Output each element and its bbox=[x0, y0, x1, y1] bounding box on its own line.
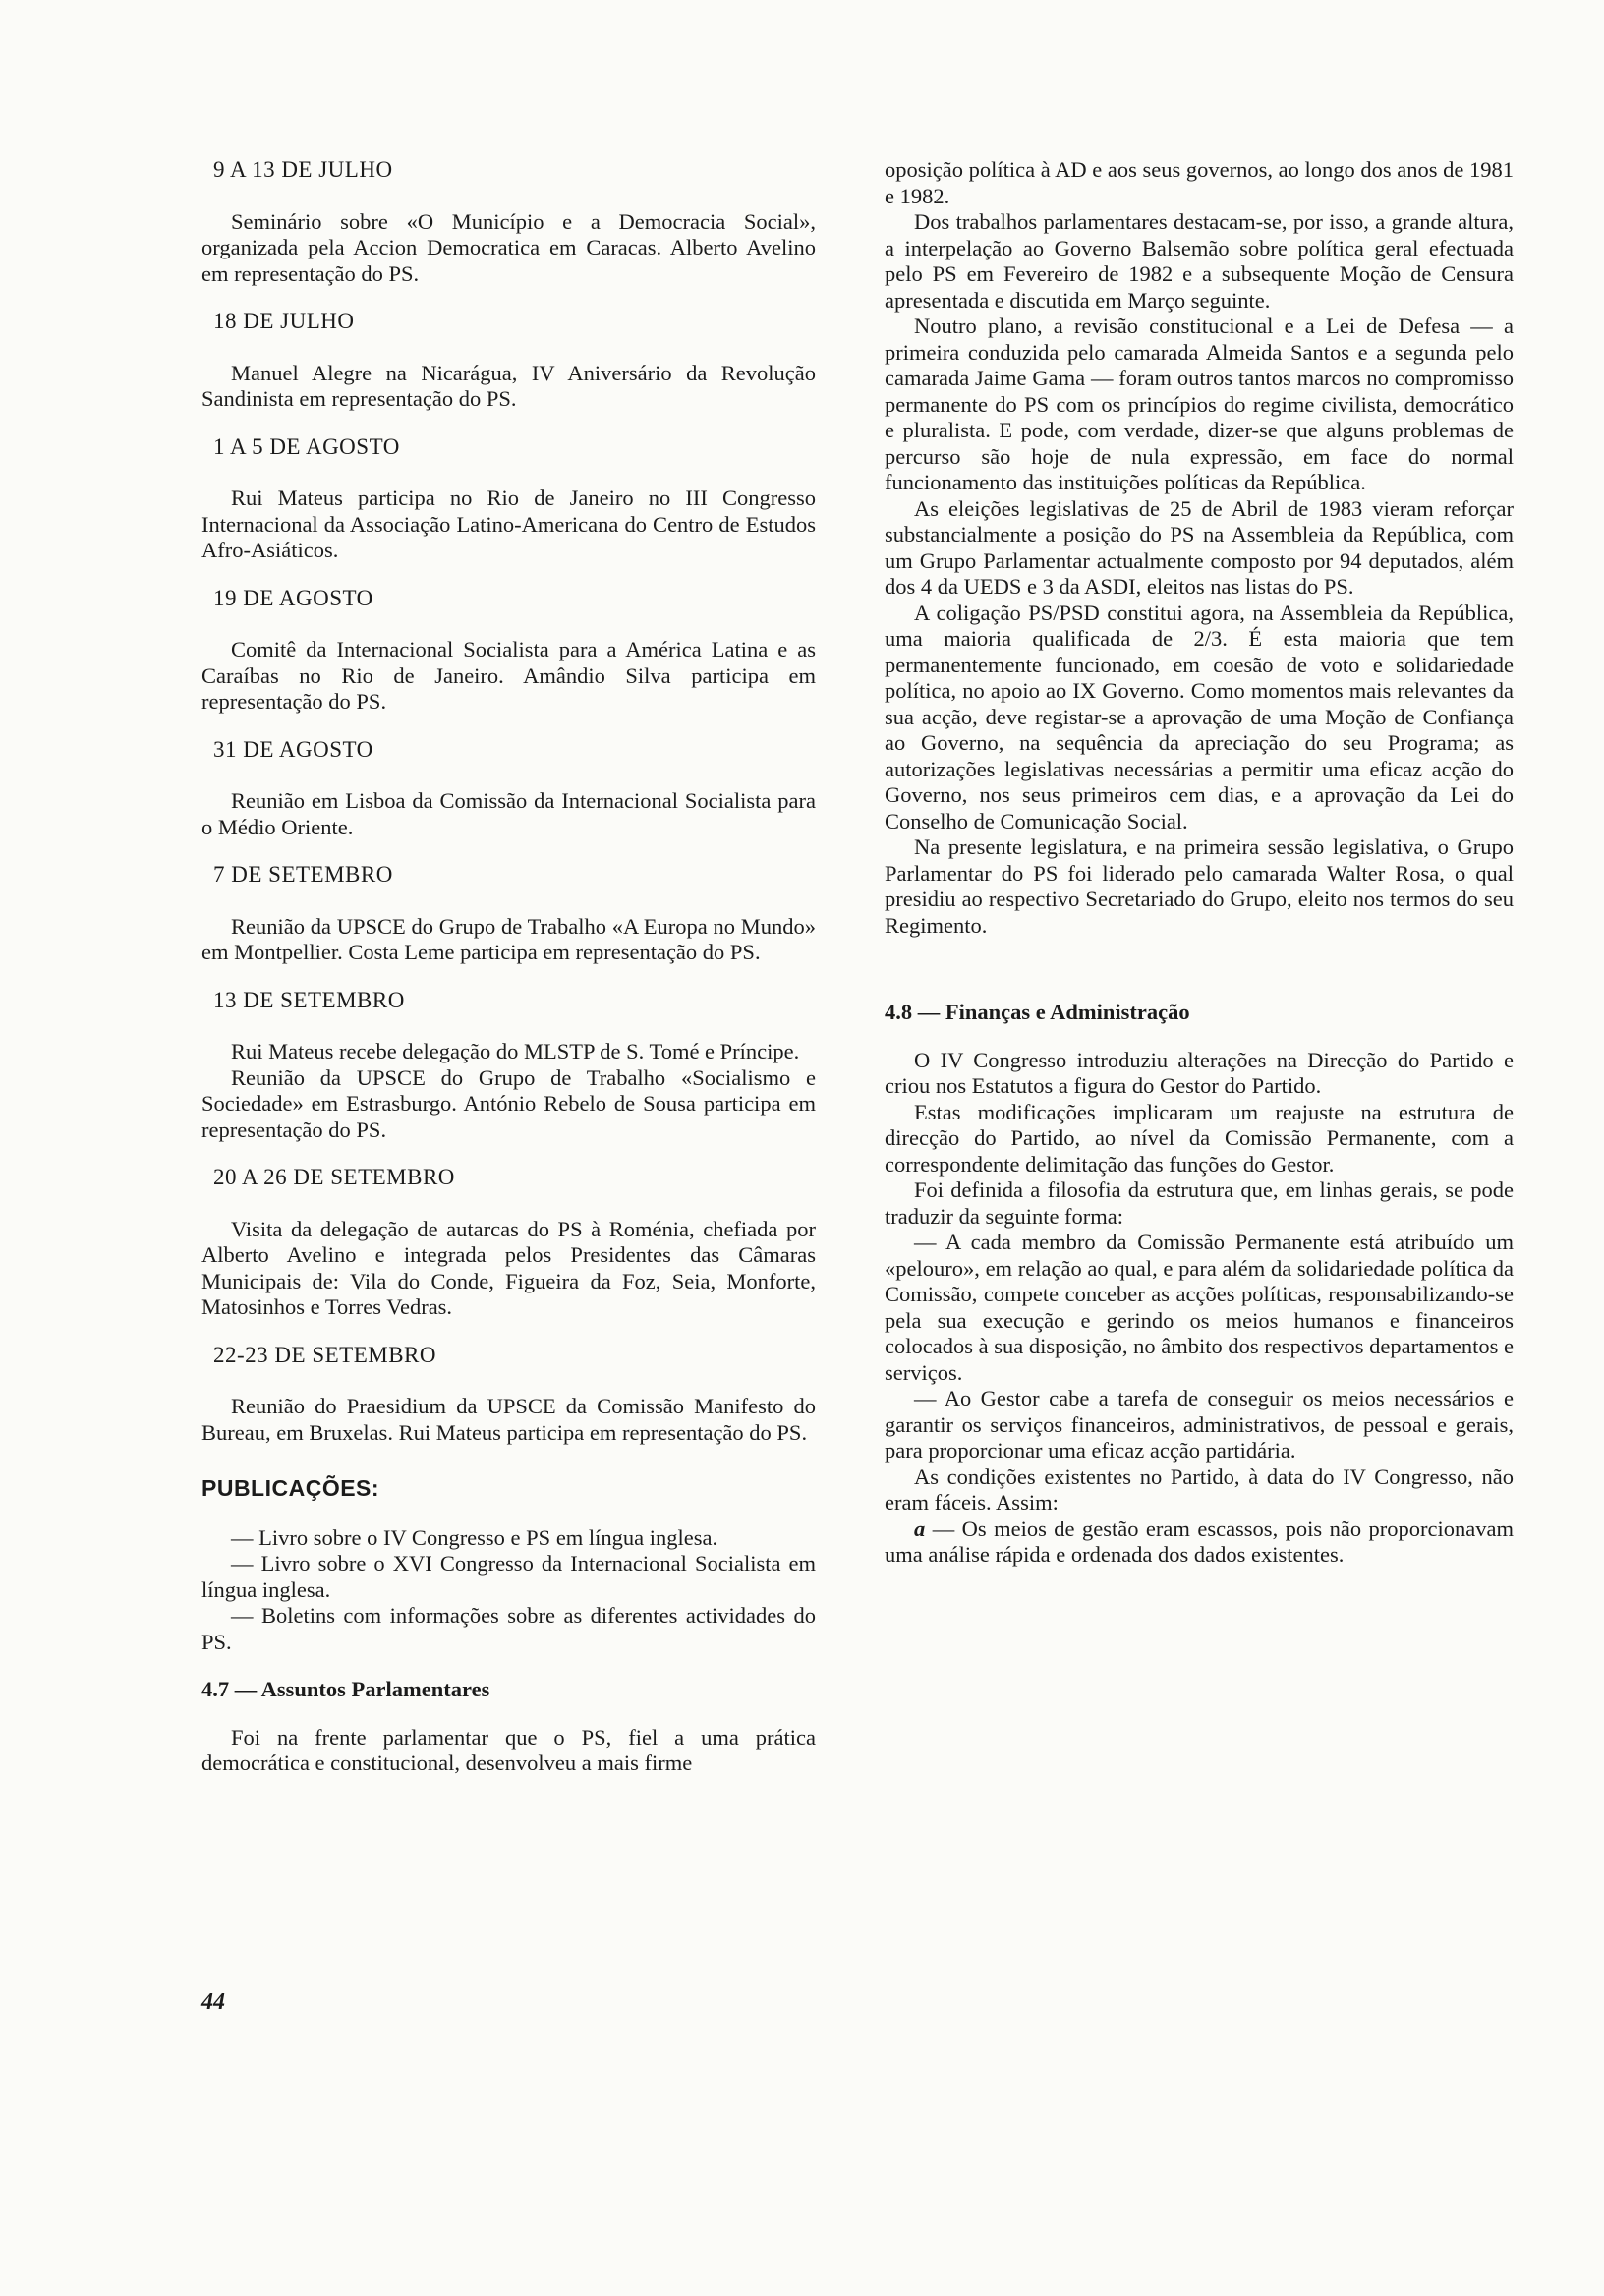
entry-text: Reunião da UPSCE do Grupo de Trabalho «A Europa no Mundo» em Montpellier. Costa Leme participa em representação do PS. bbox=[201, 913, 816, 964]
entry-7 bbox=[201, 988, 816, 1144]
entry-date: 18 DE JULHO bbox=[213, 309, 355, 333]
publications-heading: PUBLICAÇÕES: bbox=[201, 1475, 380, 1501]
left-column bbox=[201, 157, 816, 1777]
page-number: 44 bbox=[201, 1989, 225, 2015]
list-letter: a bbox=[914, 1516, 926, 1541]
entry-9 bbox=[201, 1343, 816, 1447]
entry-date: 31 DE AGOSTO bbox=[213, 736, 373, 762]
paragraph: As condições existentes no Partido, à data do IV Congresso, não eram fáceis. Assim: bbox=[885, 1464, 1514, 1515]
entry-text: Rui Mateus participa no Rio de Janeiro no III Congresso Internacional da Associação Latino-Americana do Centro de Estudos Afro-Asiáticos. bbox=[201, 486, 816, 562]
entry-text: Seminário sobre «O Município e a Democracia Social», organizada pela Accion Democratica em Caracas. Alberto Avelino em representação do PS. bbox=[201, 208, 816, 286]
entry-date: 1 A 5 DE AGOSTO bbox=[213, 433, 400, 459]
entry-date: 22-23 DE SETEMBRO bbox=[213, 1342, 436, 1367]
entry-date: 20 A 26 DE SETEMBRO bbox=[213, 1165, 455, 1189]
paragraph: Noutro plano, a revisão constitucional e a Lei de Defesa — a primeira conduzida pelo camarada Almeida Santos e a segunda pelo camarada Jaime Gama — foram outros tantos marcos no compromisso permanente do PS com os princípios do regime civilista, democrático e pluralista. E pode, com verdade, dizer-se que alguns problemas de percurso são hoje de nula expressão, em face do normal funcionamento das instituições políticas da República. bbox=[885, 314, 1514, 494]
spacer bbox=[885, 939, 1514, 982]
entry-text: Rui Mateus recebe delegação do MLSTP de S. Tomé e Príncipe. bbox=[231, 1039, 800, 1063]
paragraph: Dos trabalhos parlamentares destacam-se, por isso, a grande altura, a interpelação ao Governo Balsemão sobre política geral efectuada pelo PS em Fevereiro de 1982 e a subsequente Moção de Censura apresentada e discutida em Março seguinte. bbox=[885, 209, 1514, 313]
list-item: — Boletins com informações sobre as diferentes actividades do PS. bbox=[201, 1603, 816, 1654]
paragraph: As eleições legislativas de 25 de Abril de 1983 vieram reforçar substancialmente a posição do PS na Assembleia da República, com um Grupo Parlamentar actualmente composto por 94 deputados, além dos 4 da UEDS e 3 da ASDI, eleitos nas listas do PS. bbox=[885, 495, 1514, 599]
entry-4 bbox=[201, 586, 816, 716]
paragraph: Foi na frente parlamentar que o PS, fiel a uma prática democrática e constitucional, desenvolveu a mais firme bbox=[201, 1724, 816, 1775]
entry-6 bbox=[201, 862, 816, 966]
entry-8 bbox=[201, 1165, 816, 1321]
entry-3 bbox=[201, 434, 816, 564]
entry-text: Reunião do Praesidium da UPSCE da Comissão Manifesto do Bureau, em Bruxelas. Rui Mateus participa em representação do PS. bbox=[201, 1394, 816, 1445]
entry-text: Comitê da Internacional Socialista para a América Latina e as Caraíbas no Rio de Janeiro. Amândio Silva participa em representação do PS. bbox=[201, 637, 816, 714]
list-item: — Livro sobre o XVI Congresso da Internacional Socialista em língua inglesa. bbox=[201, 1551, 816, 1602]
entry-date: 13 DE SETEMBRO bbox=[213, 987, 405, 1012]
entry-date: 7 DE SETEMBRO bbox=[213, 862, 393, 887]
entry-text: Manuel Alegre na Nicarágua, IV Aniversário da Revolução Sandinista em representação do PS. bbox=[201, 360, 816, 411]
section-heading-4-7: 4.7 — Assuntos Parlamentares bbox=[201, 1677, 490, 1701]
entry-1 bbox=[201, 157, 816, 287]
paragraph-text: — Os meios de gestão eram escassos, pois não proporcionavam uma análise rápida e ordenada dos dados existentes. bbox=[885, 1516, 1514, 1567]
paragraph bbox=[885, 1517, 1514, 1569]
list-item: — Livro sobre o IV Congresso e PS em língua inglesa. bbox=[231, 1524, 718, 1550]
paragraph: Na presente legislatura, e na primeira sessão legislativa, o Grupo Parlamentar do PS foi liderado pelo camarada Walter Rosa, o qual presidiu ao respectivo Secretariado do Grupo, eleito nos termos do seu Regimento. bbox=[885, 834, 1514, 938]
entry-date: 9 A 13 DE JULHO bbox=[213, 157, 393, 182]
paragraph: oposição política à AD e aos seus governos, ao longo dos anos de 1981 e 1982. bbox=[885, 157, 1514, 208]
publications-list bbox=[201, 1525, 816, 1656]
paragraph: — A cada membro da Comissão Permanente está atribuído um «pelouro», em relação ao qual, e para além da solidariedade política da Comissão, compete conceber as acções políticas, responsabilizando-se pela sua execução e gerindo os meios humanos e financeiros colocados à sua disposição, no âmbito dos respectivos departamentos e serviços. bbox=[885, 1230, 1514, 1385]
entry-text: Visita da delegação de autarcas do PS à Roménia, chefiada por Alberto Avelino e integrada pelos Presidentes das Câmaras Municipais de: Vila do Conde, Figueira da Foz, Seia, Monforte, Matosinhos e Torres Vedras. bbox=[201, 1216, 816, 1319]
entry-5 bbox=[201, 737, 816, 841]
paragraph: — Ao Gestor cabe a tarefa de conseguir os meios necessários e garantir os serviços financeiros, administrativos, de pessoal e gerais, para proporcionar uma eficaz acção partidária. bbox=[885, 1386, 1514, 1463]
entry-2 bbox=[201, 309, 816, 413]
right-column bbox=[885, 157, 1514, 1569]
entry-text-2: Reunião da UPSCE do Grupo de Trabalho «Socialismo e Sociedade» em Estrasburgo. António Rebelo de Sousa participa em representação do PS. bbox=[201, 1064, 816, 1142]
paragraph: Estas modificações implicaram um reajuste na estrutura de direcção do Partido, ao nível da Comissão Permanente, com a correspondente delimitação das funções do Gestor. bbox=[885, 1099, 1514, 1177]
entry-date: 19 DE AGOSTO bbox=[213, 585, 373, 610]
section-heading-4-8: 4.8 — Finanças e Administração bbox=[885, 1000, 1190, 1024]
paragraph: O IV Congresso introduziu alterações na Direcção do Partido e criou nos Estatutos a figura do Gestor do Partido. bbox=[885, 1047, 1514, 1098]
paragraph: Foi definida a filosofia da estrutura que, em linhas gerais, se pode traduzir da seguinte forma: bbox=[885, 1177, 1514, 1229]
entry-text: Reunião em Lisboa da Comissão da Internacional Socialista para o Médio Oriente. bbox=[201, 788, 816, 839]
paragraph: A coligação PS/PSD constitui agora, na Assembleia da República, uma maioria qualificada de 2/3. É esta maioria que tem permanentemente funcionado, em coesão de voto e solidariedade política, no apoio ao IX Governo. Como momentos mais relevantes da sua acção, deve registar-se a aprovação de uma Moção de Confiança ao Governo, na sequência da apreciação do seu Programa; as autorizações legislativas necessárias a permitir uma eficaz acção do Governo, nos seus primeiros cem dias, e a aprovação da Lei do Conselho de Comunicação Social. bbox=[885, 600, 1514, 833]
